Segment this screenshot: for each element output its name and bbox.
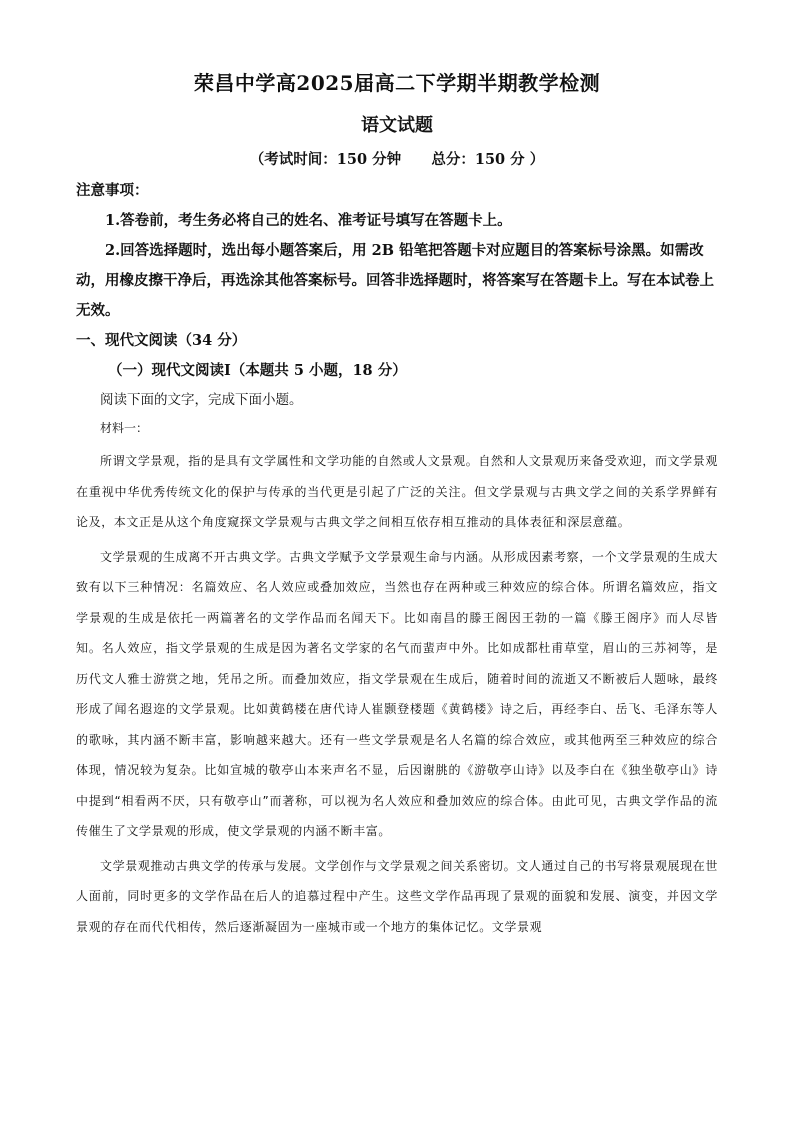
notes-title: 注意事项：: [76, 182, 149, 199]
passage-paragraph: 文学景观的生成离不开古典文学。古典文学赋予文学景观生命与内涵。从形成因素考察，一个文学景观的生成大致有以下三种情况：名篇效应、名人效应或叠加效应，当然也存在两种或三种效应的综合体。所谓名篇效应，指文学景观的生成是依托一两篇著名的文学作品而名闻天下。比如南昌的滕王阁因王勃的一篇《滕王阁序》而人尽皆知。名人效应，指文学景观的生成是因为著名文学家的名气而蜚声中外。比如成都杜甫草堂，眉山的三苏祠等，是历代文人雅士游赏之地，凭吊之所。而叠加效应，指文学景观在生成后，随着时间的流逝又不断被后人题咏，最终形成了闻名遐迩的文学景观。比如黄鹤楼在唐代诗人崔颢登楼题《黄鹤楼》诗之后，再经李白、岳飞、毛泽东等人的歌咏，其内涵不断丰富，影响越来越大。还有一些文学景观是名人名篇的综合效应，或其他两至三种效应的综合体现，情况较为复杂。比如宣城的敬亭山本来声名不显，后因谢朓的《游敬亭山诗》以及李白在《独坐敬亭山》诗中提到“相看两不厌，只有敬亭山”而著称，可以视为名人效应和叠加效应的综合体。由此可见，古典文学作品的流传催生了文学景观的形成，使文学景观的内涵不断丰富。: [76, 549, 718, 838]
material-label: 材料一：: [100, 421, 149, 435]
section-title: 一、现代文阅读（34 分）: [76, 332, 247, 349]
subsection-title: （一）现代文阅读Ⅰ（本题共 5 小题，18 分）: [108, 362, 407, 379]
reading-instruction: 阅读下面的文字，完成下面小题。: [100, 392, 303, 408]
exam-info: （考试时间：150 分钟 总分：150 分 ）: [249, 151, 545, 168]
passage-paragraph: 文学景观推动古典文学的传承与发展。文学创作与文学景观之间关系密切。文人通过自己的书写将景观展现在世人面前，同时更多的文学作品在后人的追慕过程中产生。这些文学作品再现了景观的面貌和发展、演变，并因文学景观的存在而代代相传，然后逐渐凝固为一座城市或一个地方的集体记忆。文学景观: [76, 858, 718, 934]
note-item: 1.答卷前，考生务必将自己的姓名、准考证号填写在答题卡上。: [105, 212, 512, 229]
note-item: 2.回答选择题时，选出每小题答案后，用 2B 铅笔把答题卡对应题目的答案标号涂黑。如需改动，用橡皮擦干净后，再选涂其他答案标号。回答非选择题时，将答案写在答题卡上。写在本试卷上无效。: [76, 242, 714, 319]
passage-paragraph: 所谓文学景观，指的是具有文学属性和文学功能的自然或人文景观。自然和人文景观历来备受欢迎，而文学景观在重视中华优秀传统文化的保护与传承的当代更是引起了广泛的关注。但文学景观与古典文学之间的关系学界鲜有论及，本文正是从这个角度窥探文学景观与古典文学之间相互依存相互推动的具体表征和深层意蕴。: [76, 454, 718, 529]
exam-subject: 语文试题: [361, 115, 433, 136]
exam-title: 荣昌中学高2025届高二下学期半期教学检测: [193, 71, 601, 95]
